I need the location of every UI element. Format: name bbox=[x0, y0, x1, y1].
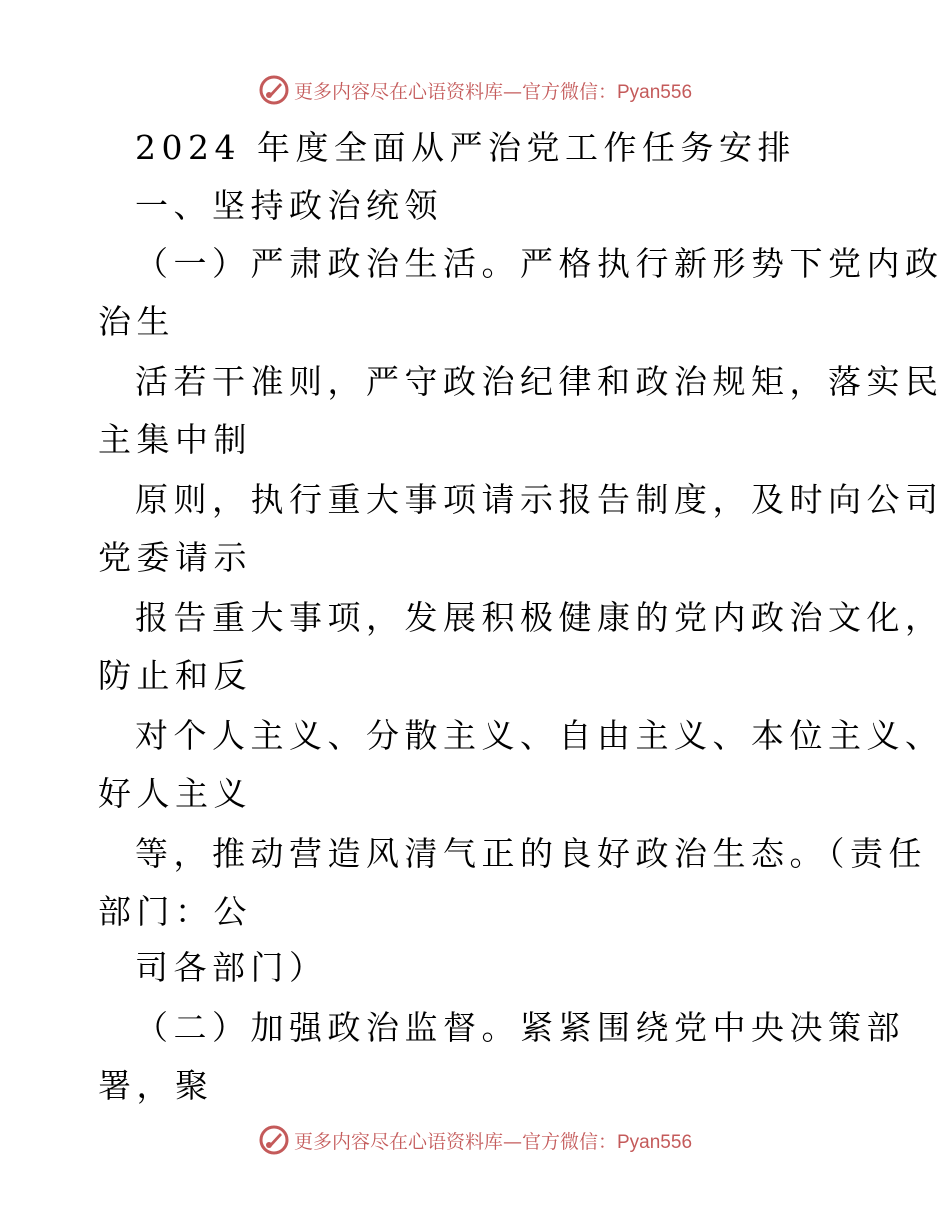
paragraph-line: 党委请示 bbox=[98, 538, 252, 577]
paragraph-line: 防止和反 bbox=[98, 656, 252, 695]
banner-wechat-id: Pyan556 bbox=[617, 81, 693, 103]
section-heading: 一、坚持政治统领 bbox=[135, 186, 443, 225]
paragraph-line: 主集中制 bbox=[98, 420, 252, 459]
paragraph-line: 等，推动营造风清气正的良好政治生态。（责任 bbox=[135, 834, 927, 873]
paragraph-line: 司各部门） bbox=[135, 948, 328, 987]
banner-text bbox=[294, 1127, 692, 1154]
document-title: 2024 年度全面从严治党工作任务安排 bbox=[135, 128, 796, 167]
logo-icon bbox=[258, 1124, 290, 1156]
paragraph-line: 报告重大事项，发展积极健康的党内政治文化， bbox=[135, 598, 944, 637]
paragraph-line: （二）加强政治监督。紧紧围绕党中央决策部 bbox=[135, 1008, 905, 1047]
banner-text bbox=[294, 77, 692, 104]
banner-slogan: 更多内容尽在心语资料库—官方微信： bbox=[293, 80, 617, 103]
paragraph-line: 治生 bbox=[98, 302, 175, 341]
paragraph-line: （一）严肃政治生活。严格执行新形势下党内政 bbox=[135, 244, 944, 283]
paragraph-line: 署，聚 bbox=[98, 1066, 214, 1105]
paragraph-line: 部门：公 bbox=[98, 892, 252, 931]
banner-wechat-id: Pyan556 bbox=[617, 1131, 693, 1153]
banner-slogan: 更多内容尽在心语资料库—官方微信： bbox=[293, 1130, 617, 1153]
logo-icon bbox=[258, 74, 290, 106]
header-banner bbox=[0, 70, 950, 110]
paragraph-line: 原则，执行重大事项请示报告制度，及时向公司 bbox=[135, 480, 944, 519]
paragraph-line: 活若干准则，严守政治纪律和政治规矩，落实民 bbox=[135, 362, 944, 401]
paragraph-line: 好人主义 bbox=[98, 774, 252, 813]
footer-banner bbox=[0, 1120, 950, 1160]
paragraph-line: 对个人主义、分散主义、自由主义、本位主义、 bbox=[135, 716, 944, 755]
